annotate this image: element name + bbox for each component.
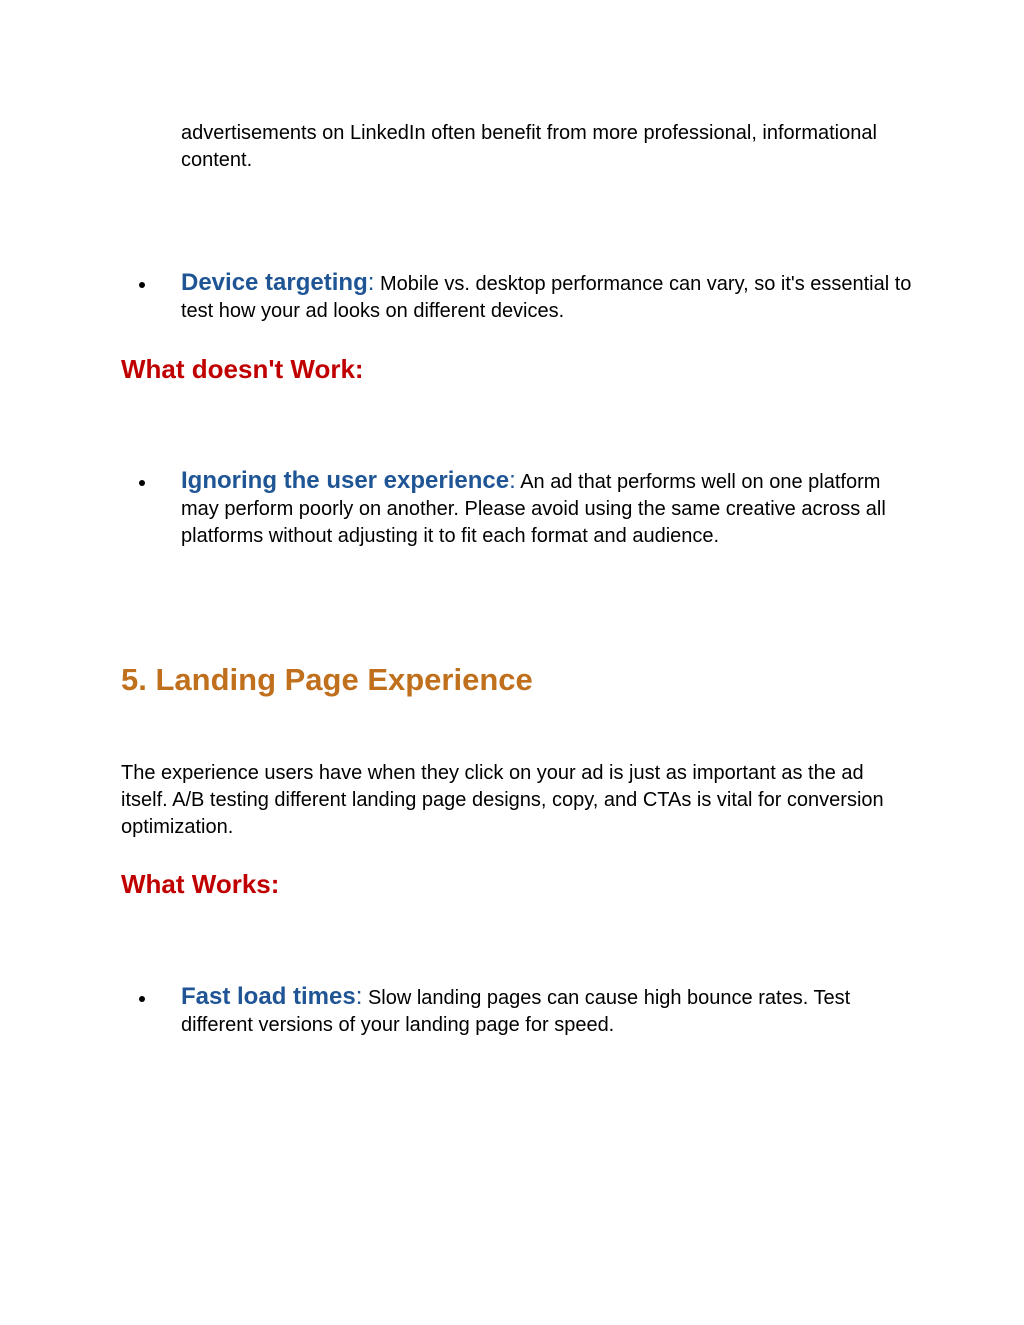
heading-what-works: What Works: (121, 869, 280, 899)
bullet-item-ignoring-user-experience (181, 467, 921, 550)
bullet-marker (139, 271, 151, 298)
bullet-colon: : (355, 983, 363, 1010)
bullet-term: Ignoring the user experience (181, 467, 510, 494)
bullet-dot-icon (139, 996, 145, 1002)
section-5-body-paragraph: The experience users have when they click on your ad is just as important as the ad itself. A/B testing different landing page designs, copy, and CTAs is vital for conversion optimization. (121, 762, 884, 838)
bullet-dot-icon (139, 282, 145, 288)
bullet-dot-icon (139, 480, 145, 486)
bullet-term: Device targeting (181, 269, 368, 296)
bullet-item-fast-load-times (181, 983, 921, 1039)
heading-what-doesnt-work: What doesn't Work: (121, 354, 364, 384)
bullet-term: Fast load times (181, 983, 356, 1010)
bullet-item-device-targeting (181, 269, 921, 325)
section-title-landing-page-experience: 5. Landing Page Experience (121, 662, 533, 697)
bullet-marker (139, 985, 151, 1012)
bullet-text: Mobile vs. desktop performance can vary, so it's essential to test how your ad looks on different devices. (181, 273, 912, 322)
bullet-text: Slow landing pages can cause high bounce rates. Test different versions of your landing page for speed. (181, 987, 851, 1036)
bullet-text: An ad that performs well on one platform may perform poorly on another. Please avoid using the same creative across all platforms without adjusting it to fit each format and audience. (181, 471, 886, 547)
intro-continuation-paragraph: advertisements on LinkedIn often benefit from more professional, informational content. (181, 122, 877, 171)
bullet-colon: : (367, 269, 375, 296)
bullet-marker (139, 469, 151, 496)
bullet-colon: : (509, 467, 516, 494)
